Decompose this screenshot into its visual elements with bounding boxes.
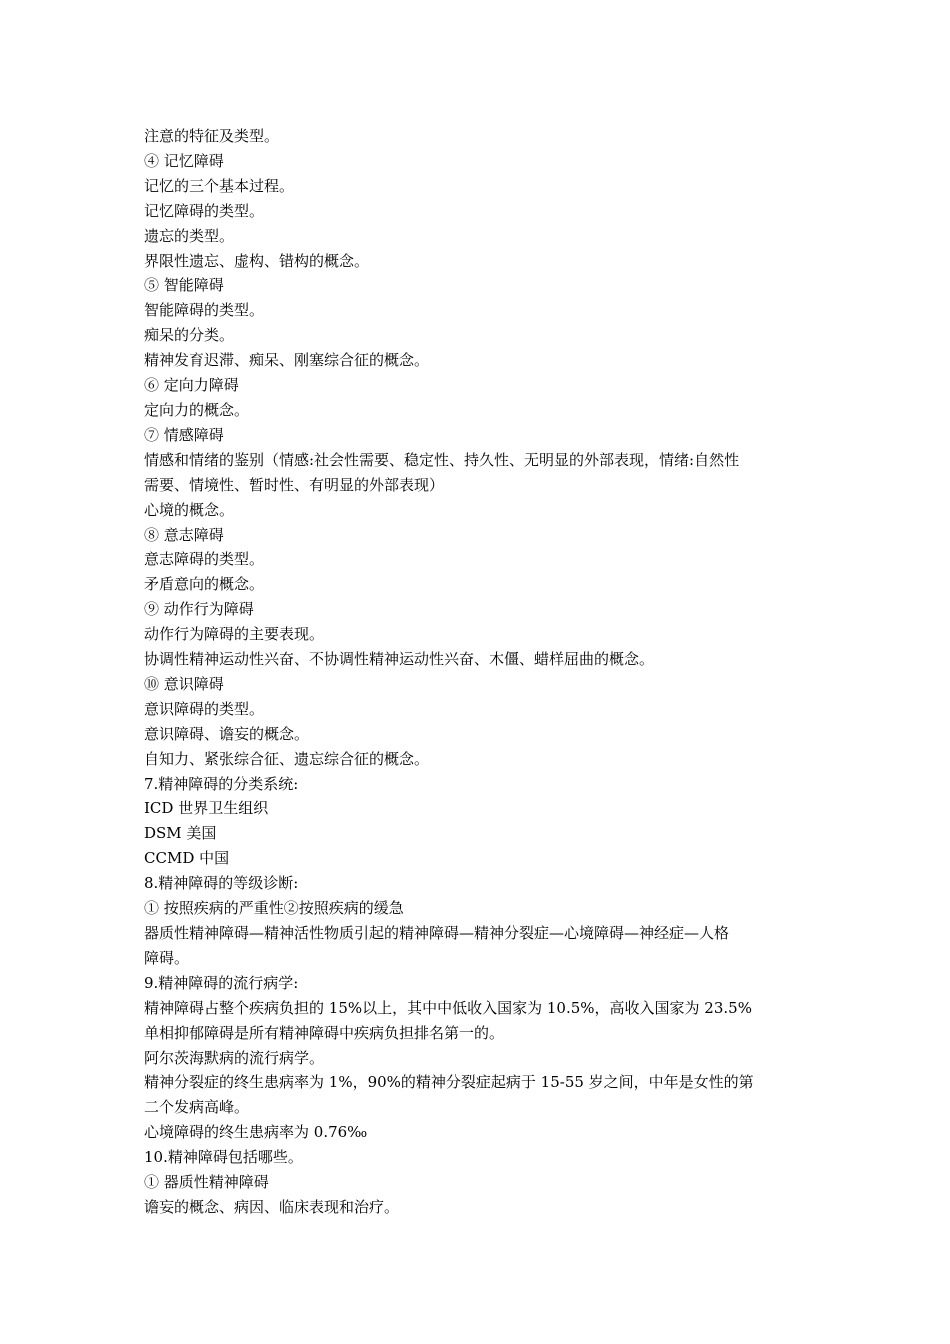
text-line: 情感和情绪的鉴别（情感:社会性需要、稳定性、持久性、无明显的外部表现，情绪:自然性 — [144, 450, 740, 469]
text-line: 记忆的三个基本过程。 — [144, 176, 295, 195]
text-line: 意识障碍的类型。 — [144, 699, 265, 718]
text-line: 精神发育迟滞、痴呆、刚塞综合征的概念。 — [144, 351, 430, 370]
text-line: 精神分裂症的终生患病率为 1%，90%的精神分裂症起病于 15-55 岁之间，中年是女性的第 — [144, 1073, 754, 1092]
text-line: CCMD 中国 — [144, 849, 230, 868]
document-body — [144, 124, 814, 1220]
text-line: 需要、情境性、暂时性、有明显的外部表现） — [144, 475, 445, 494]
text-line: 注意的特征及类型。 — [144, 127, 280, 145]
section-heading: ④ 记忆障碍 — [144, 151, 224, 170]
text-line: 二个发病高峰。 — [144, 1098, 250, 1117]
text-line: 定向力的概念。 — [144, 400, 250, 419]
numbered-heading: 9.精神障碍的流行病学: — [144, 973, 299, 992]
section-heading: ⑤ 智能障碍 — [144, 276, 224, 295]
text-line: 意志障碍的类型。 — [144, 550, 265, 569]
text-line: 心境障碍的终生患病率为 0.76‰ — [144, 1123, 368, 1142]
section-heading: ⑦ 情感障碍 — [144, 425, 224, 444]
text-line: 器质性精神障碍—精神活性物质引起的精神障碍—精神分裂症—心境障碍—神经症—人格 — [144, 924, 730, 942]
text-line: DSM 美国 — [144, 824, 217, 843]
text-line: 精神障碍占整个疾病负担的 15%以上，其中中低收入国家为 10.5%，高收入国家为 23.5% — [144, 998, 752, 1017]
text-line: 心境的概念。 — [144, 500, 235, 519]
section-heading: ⑨ 动作行为障碍 — [144, 600, 254, 619]
text-line: 自知力、紧张综合征、遗忘综合征的概念。 — [144, 749, 430, 768]
section-heading: ① 器质性精神障碍 — [144, 1173, 269, 1192]
text-line: 协调性精神运动性兴奋、不协调性精神运动性兴奋、木僵、蜡样屈曲的概念。 — [144, 650, 655, 669]
text-line: 意识障碍、谵妄的概念。 — [144, 724, 310, 743]
text-line: 矛盾意向的概念。 — [144, 575, 265, 594]
text-line: 记忆障碍的类型。 — [144, 201, 265, 220]
section-heading: ⑧ 意志障碍 — [144, 525, 224, 544]
numbered-heading: 7.精神障碍的分类系统: — [144, 774, 299, 793]
text-line: ① 按照疾病的严重性②按照疾病的缓急 — [144, 899, 404, 918]
text-line: 智能障碍的类型。 — [144, 301, 265, 320]
text-line: ICD 世界卫生组织 — [144, 799, 269, 818]
text-line: 单相抑郁障碍是所有精神障碍中疾病负担排名第一的。 — [144, 1023, 505, 1042]
text-line: 谵妄的概念、病因、临床表现和治疗。 — [144, 1197, 400, 1216]
section-heading: ⑥ 定向力障碍 — [144, 376, 239, 395]
text-line: 阿尔茨海默病的流行病学。 — [144, 1048, 325, 1067]
section-heading: ⑩ 意识障碍 — [144, 674, 224, 693]
text-line: 遗忘的类型。 — [144, 226, 235, 245]
numbered-heading: 8.精神障碍的等级诊断: — [144, 874, 299, 893]
text-line: 痴呆的分类。 — [144, 326, 235, 345]
numbered-heading: 10.精神障碍包括哪些。 — [144, 1148, 303, 1167]
text-line: 动作行为障碍的主要表现。 — [144, 625, 325, 644]
text-line: 障碍。 — [144, 948, 190, 967]
text-line: 界限性遗忘、虚构、错构的概念。 — [144, 251, 370, 270]
